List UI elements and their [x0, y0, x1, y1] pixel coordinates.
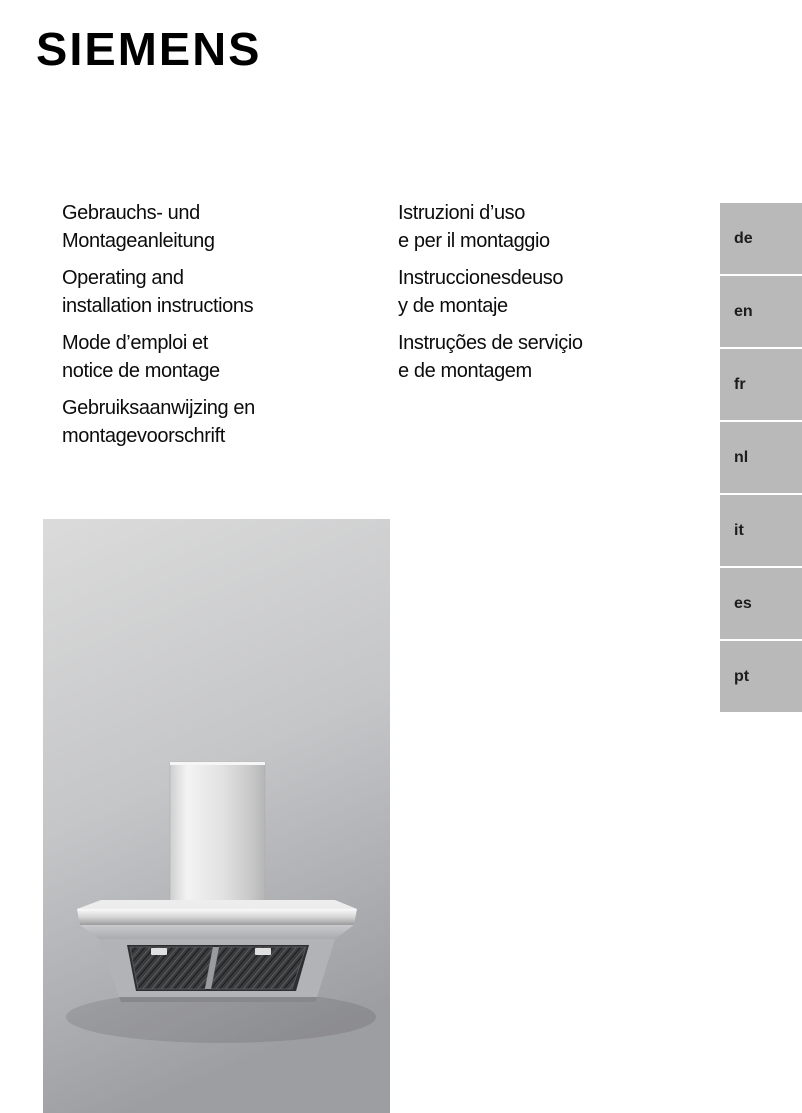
language-tab-en: en — [720, 276, 802, 347]
language-tab-fr: fr — [720, 349, 802, 420]
hood-chimney — [170, 762, 265, 906]
siemens-logo: SIEMENS — [36, 23, 262, 75]
language-tabs — [720, 203, 802, 714]
title-italian: Istruzioni d’uso e per il montaggio — [398, 202, 550, 252]
language-tab-de: de — [720, 203, 802, 274]
range-hood-illustration — [43, 519, 390, 1113]
canopy-rim-front — [77, 909, 357, 925]
canopy-rim-top — [77, 900, 357, 909]
range-hood-image — [43, 519, 390, 1113]
canopy-slope — [80, 925, 354, 939]
title-column-left — [62, 199, 382, 459]
language-tab-nl: nl — [720, 422, 802, 493]
title-french: Mode d’emploi et notice de montage — [62, 332, 220, 382]
title-portuguese: Instruções de serviçio e de montagem — [398, 332, 583, 382]
filter-latch-right — [255, 948, 271, 955]
title-dutch: Gebruiksaanwijzing en montagevoorschrift — [62, 397, 255, 447]
title-english: Operating and installation instructions — [62, 267, 254, 317]
filter-latch-left — [151, 948, 167, 955]
language-tab-it: it — [720, 495, 802, 566]
title-spanish: Instruccionesdeuso y de montaje — [398, 267, 564, 317]
title-german: Gebrauchs- und Montageanleitung — [62, 202, 215, 252]
title-column-right — [398, 199, 718, 394]
hood-bottom-lip — [119, 997, 317, 1002]
language-tab-es: es — [720, 568, 802, 639]
language-tab-pt: pt — [720, 641, 802, 712]
grease-filter-left — [130, 947, 213, 989]
chimney-top-edge — [170, 762, 265, 765]
